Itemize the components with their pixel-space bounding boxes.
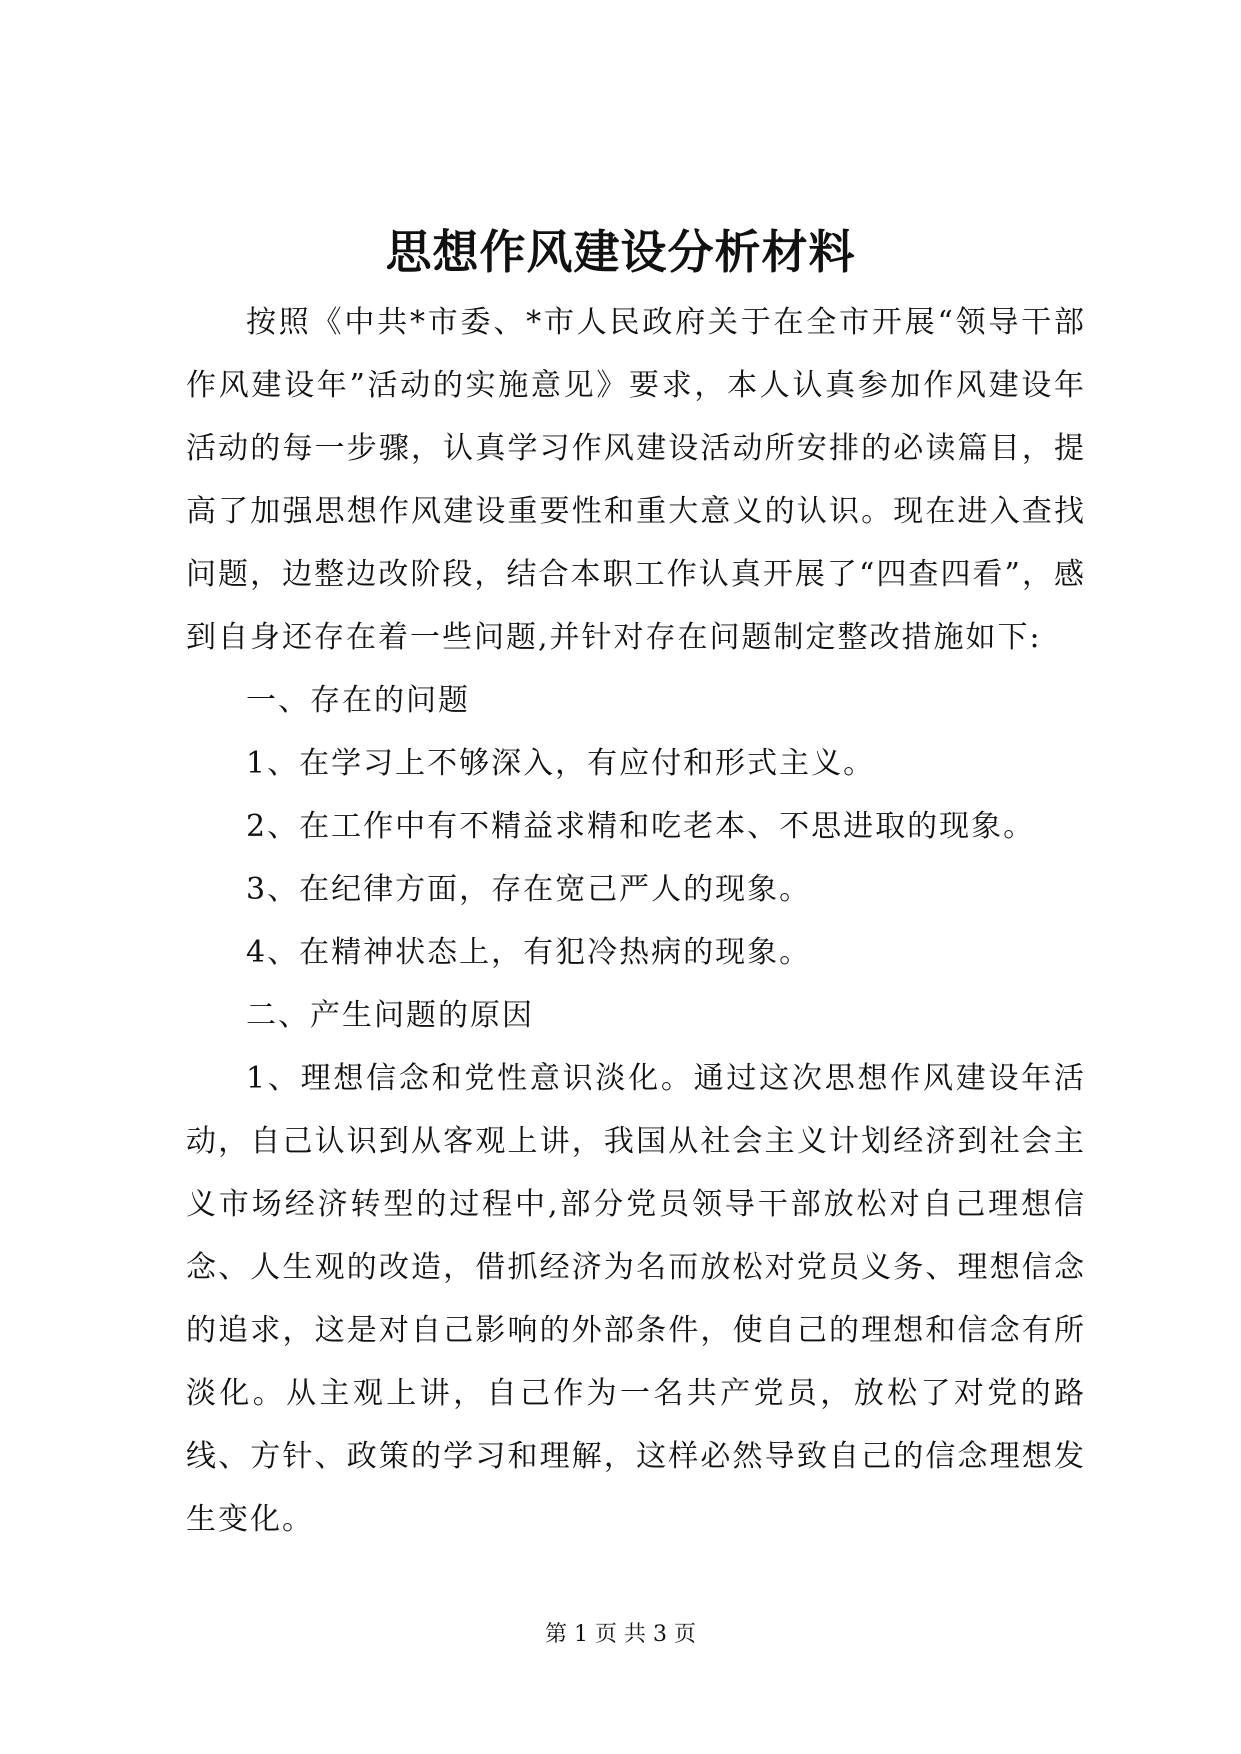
problem-item-1: 1、在学习上不够深入，有应付和形式主义。	[246, 746, 876, 781]
document-title: 思想作风建设分析材料	[385, 225, 856, 279]
problem-item-4: 4、在精神状态上，有犯冷热病的现象。	[246, 935, 812, 970]
page-number-footer: 第 1 页 共 3 页	[545, 1622, 696, 1647]
cause-item-1: 1、理想信念和党性意识淡化。通过这次思想作风建设年活动，自己认识到从客观上讲，我国从社会主义计划经济到社会主义市场经济转型的过程中,部分党员领导干部放松对自己理想信念、人生观的改造，借抓经济为名而放松对党员义务、理想信念的追求，这是对自己影响的外部条件，使自己的理想和信念有所淡化。从主观上讲，自己作为一名共产党员，放松了对党的路线、方针、政策的学习和理解，这样必然导致自己的信念理想发生变化。	[186, 1061, 1086, 1537]
section-heading-causes: 二、产生问题的原因	[246, 998, 534, 1033]
problem-item-2: 2、在工作中有不精益求精和吃老本、不思进取的现象。	[246, 809, 1036, 844]
problem-item-3: 3、在纪律方面，存在宽己严人的现象。	[246, 872, 812, 907]
intro-paragraph: 按照《中共*市委、*市人民政府关于在全市开展“领导干部作风建设年”活动的实施意见》要求，本人认真参加作风建设年活动的每一步骤，认真学习作风建设活动所安排的必读篇目，提高了加强思想作风建设重要性和重大意义的认识。现在进入查找问题，边整边改阶段，结合本职工作认真开展了“四查四看”，感到自身还存在着一些问题,并针对存在问题制定整改措施如下:	[186, 305, 1086, 655]
section-heading-problems: 一、存在的问题	[246, 683, 470, 718]
document-body	[186, 291, 1086, 1551]
